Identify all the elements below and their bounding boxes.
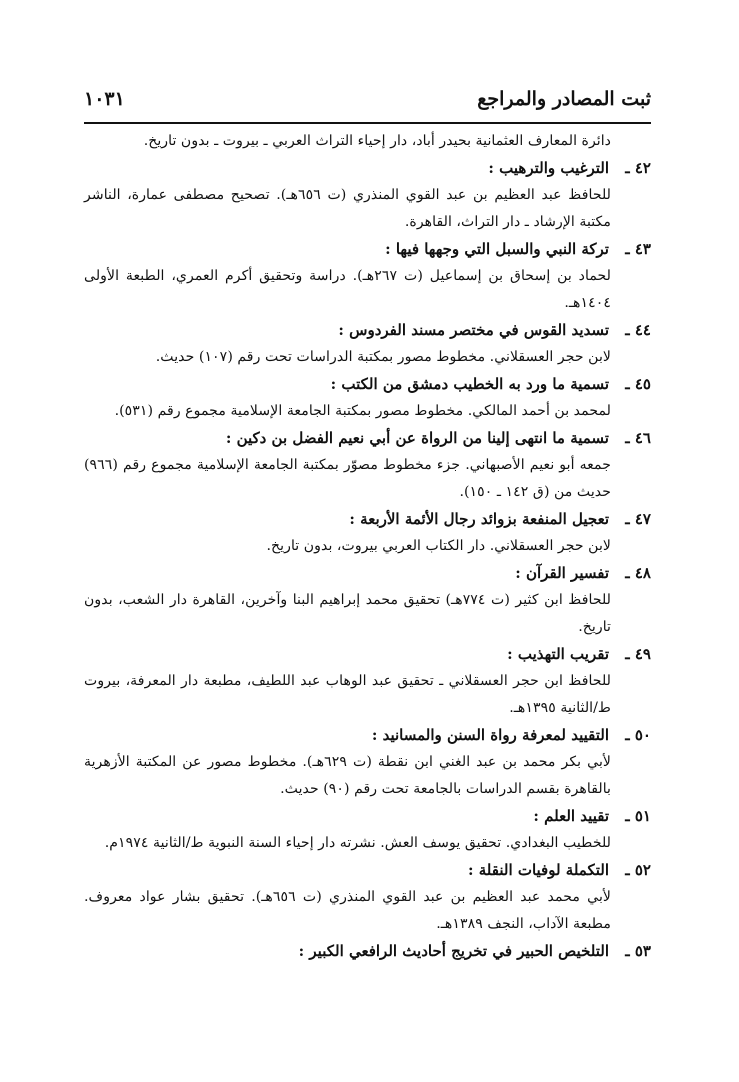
entry-heading	[84, 641, 651, 668]
bibliography-list	[84, 128, 651, 965]
entry-number: ٤٣ ـ	[625, 240, 651, 258]
entry-title: تقييد العلم :	[533, 807, 609, 825]
entry-heading	[84, 425, 651, 452]
entry-description: لأبي بكر محمد بن عبد الغني ابن نقطة (ت ٦٢٩هـ). مخطوط مصور عن المكتبة الأزهرية بالقاهرة بقسم الدراسات بالجامعة تحت رقم (٩٠) حديث.	[84, 754, 611, 797]
entry-heading	[84, 236, 651, 263]
entry-number: ٤٩ ـ	[625, 645, 651, 663]
entry-heading	[84, 560, 651, 587]
entry-description: لمحمد بن أحمد المالكي. مخطوط مصور بمكتبة الجامعة الإسلامية مجموع رقم (٥٣١).	[114, 403, 611, 419]
entry-title: التلخيص الحبير في تخريج أحاديث الرافعي الكبير :	[298, 942, 609, 960]
bibliography-entry	[84, 371, 651, 425]
bibliography-entry	[84, 722, 651, 803]
entry-list	[84, 155, 651, 965]
entry-heading	[84, 722, 651, 749]
bibliography-entry	[84, 317, 651, 371]
page-number: ١٠٣١	[84, 88, 125, 110]
entry-title: تسديد القوس في مختصر مسند الفردوس :	[338, 321, 609, 339]
bibliography-entry	[84, 155, 651, 236]
bibliography-entry	[84, 506, 651, 560]
entry-title: التكملة لوفيات النقلة :	[468, 861, 609, 879]
entry-title: تركة النبي والسبل التي وجهها فيها :	[385, 240, 609, 258]
entry-heading	[84, 803, 651, 830]
bibliography-entry	[84, 425, 651, 506]
bibliography-entry	[84, 803, 651, 857]
entry-number: ٤٥ ـ	[625, 375, 651, 393]
entry-title: تعجيل المنفعة بزوائد رجال الأئمة الأربعة :	[349, 510, 609, 528]
entry-number: ٤٦ ـ	[625, 429, 651, 447]
entry-number: ٤٨ ـ	[625, 564, 651, 582]
entry-title: تقريب التهذيب :	[507, 645, 609, 663]
entry-heading	[84, 317, 651, 344]
entry-description: لابن حجر العسقلاني. دار الكتاب العربي بيروت، بدون تاريخ.	[266, 538, 611, 554]
entry-description: للحافظ ابن كثير (ت ٧٧٤هـ) تحقيق محمد إبراهيم البنا وآخرين، القاهرة دار الشعب، بدون تاريخ.	[84, 592, 612, 635]
entry-number: ٥٠ ـ	[625, 726, 651, 744]
header-rule	[84, 122, 651, 124]
entry-description: للحافظ عبد العظيم بن عبد القوي المنذري (ت ٦٥٦هـ). تصحيح مصطفى عمارة، الناشر مكتبة الإرشاد ـ دار التراث، القاهرة.	[84, 187, 611, 230]
entry-description: للحافظ ابن حجر العسقلاني ـ تحقيق عبد الوهاب عبد اللطيف، مطبعة دار المعرفة، بيروت ط/الثانية ١٣٩٥هـ.	[84, 673, 611, 716]
page-header	[84, 80, 651, 120]
entry-title: التقييد لمعرفة رواة السنن والمسانيد :	[371, 726, 609, 744]
entry-description: جمعه أبو نعيم الأصبهاني. جزء مخطوط مصوّر بمكتبة الجامعة الإسلامية مجموع رقم (٩٦٦) حديث من (ق ١٤٢ ـ ١٥٠).	[84, 457, 611, 500]
entry-number: ٥١ ـ	[625, 807, 651, 825]
entry-heading	[84, 371, 651, 398]
entry-description: لابن حجر العسقلاني. مخطوط مصور بمكتبة الدراسات تحت رقم (١٠٧) حديث.	[155, 349, 611, 365]
entry-number: ٥٢ ـ	[625, 861, 651, 879]
entry-heading	[84, 938, 651, 965]
bibliography-entry	[84, 641, 651, 722]
entry-description: لأبي محمد عبد العظيم بن عبد القوي المنذري (ت ٦٥٦هـ). تحقيق بشار عواد معروف. مطبعة الآداب، النجف ١٣٨٩هـ.	[84, 889, 611, 932]
entry-number: ٤٤ ـ	[625, 321, 651, 339]
bibliography-entry	[84, 938, 651, 965]
running-title: ثبت المصادر والمراجع	[477, 88, 651, 110]
entry-heading	[84, 857, 651, 884]
entry-number: ٤٧ ـ	[625, 510, 651, 528]
entry-title: تفسير القرآن :	[515, 564, 609, 582]
entry-title: تسمية ما انتهى إلينا من الرواة عن أبي نعيم الفضل بن دكين :	[225, 429, 609, 447]
entry-number: ٤٢ ـ	[625, 159, 651, 177]
entry-number: ٥٣ ـ	[625, 942, 651, 960]
bibliography-entry	[84, 857, 651, 938]
entry-description: لحماد بن إسحاق بن إسماعيل (ت ٢٦٧هـ). دراسة وتحقيق أكرم العمري، الطبعة الأولى ١٤٠٤هـ.	[84, 268, 611, 311]
entry-title: الترغيب والترهيب :	[488, 159, 609, 177]
entry-heading	[84, 155, 651, 182]
entry-heading	[84, 506, 651, 533]
entry-title: تسمية ما ورد به الخطيب دمشق من الكتب :	[330, 375, 609, 393]
continued-entry-text: دائرة المعارف العثمانية بحيدر أباد، دار إحياء التراث العربي ـ بيروت ـ بدون تاريخ.	[143, 133, 611, 149]
entry-description: للخطيب البغدادي. تحقيق يوسف العش. نشرته دار إحياء السنة النبوية ط/الثانية ١٩٧٤م.	[104, 835, 611, 851]
bibliography-entry	[84, 560, 651, 641]
bibliography-entry	[84, 236, 651, 317]
